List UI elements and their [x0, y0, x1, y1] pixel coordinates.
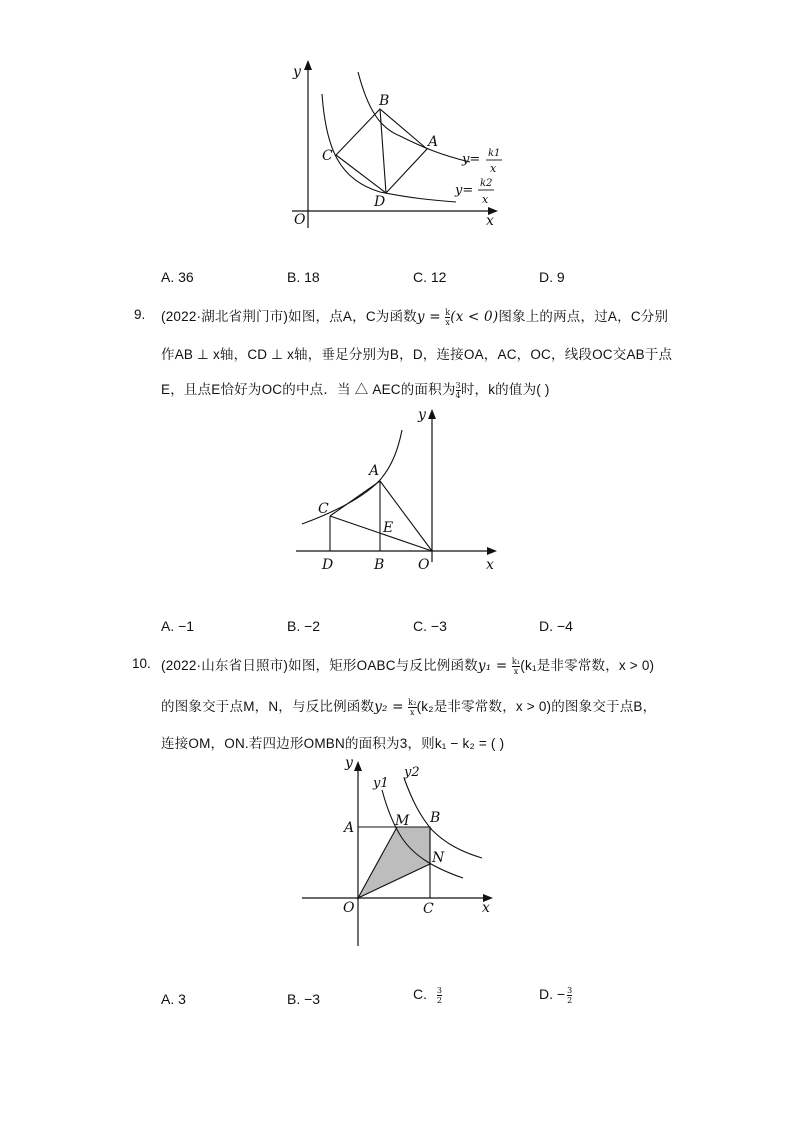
q10-line2-frac-num: k₂ [408, 697, 417, 707]
q10-line1 [161, 654, 654, 676]
q9-curve [302, 430, 402, 524]
q9-label-c: C [318, 501, 329, 517]
q9-line3-frac-den: 4 [455, 390, 461, 400]
q10-label-a: A [344, 820, 355, 836]
q10-line1-prefix: (2022·山东省日照市)如图，矩形OABC与反比例函数 [161, 658, 478, 673]
q8-quad [336, 109, 427, 193]
q10-label-x: x [482, 900, 490, 916]
q9-option-b[interactable]: B. −2 [287, 618, 321, 634]
q8-option-c[interactable]: C. 12 [413, 269, 447, 285]
q9-option-a[interactable]: A. −1 [161, 618, 195, 634]
q10-option-d-frac [567, 986, 572, 1005]
q10-number: 10. [132, 656, 151, 671]
q10-y-arrow [354, 761, 362, 771]
q8-label-d: D [374, 194, 386, 210]
q10-option-c-den: 2 [436, 996, 442, 1005]
q10-line1-func: y₁ = [477, 658, 512, 674]
q9-line1-suffix: 图象上的两点，过A，C分别 [498, 309, 669, 324]
q9-figure [0, 400, 794, 590]
q8-option-a[interactable]: A. 36 [161, 269, 194, 285]
q10-option-c-num: 3 [436, 986, 442, 995]
q9-line1-mid: A，C为函数 [342, 309, 417, 324]
q8-label-o: O [294, 212, 306, 228]
q9-line1-cond: (x < 0) [450, 309, 499, 325]
q9-line1-func: y = [416, 309, 446, 325]
q10-line2-prefix: 的图象交于点M，N，与反比例函数 [161, 699, 375, 714]
q10-label-m: M [395, 813, 410, 829]
q10-option-d-den: 2 [567, 996, 573, 1005]
q10-option-c[interactable] [413, 986, 442, 1005]
q9-line3-prefix: E，且点E恰好为OC的中点．当 △ AEC的面积为 [161, 382, 456, 397]
q8-curve2-lhs: y= [455, 183, 474, 198]
q10-option-c-prefix: C. [413, 986, 427, 1003]
q10-option-b[interactable]: B. −3 [287, 991, 321, 1007]
q9-seg-co [330, 516, 432, 551]
q10-figure [0, 752, 794, 952]
q9-line3-suffix: 时，k的值为( ) [460, 382, 550, 397]
q10-label-n: N [432, 850, 445, 866]
q10-label-y2: y2 [404, 765, 420, 780]
q9-line2: 作AB ⊥ x轴，CD ⊥ x轴，垂足分别为B，D，连接OA，AC，OC，线段OC交AB于点 [161, 347, 673, 362]
q9-line1-frac-num: k [445, 307, 451, 317]
q8-curve-k1 [358, 72, 470, 162]
q9-line3 [161, 378, 550, 400]
q8-label-x: x [486, 213, 494, 229]
q10-option-d-num: 3 [567, 986, 573, 995]
q10-line3: 连接OM，ON.若四边形OMBN的面积为3，则k₁ − k₂ = ( ) [161, 736, 505, 751]
q8-curve2-num: k2 [480, 178, 493, 189]
q9-number: 9. [134, 307, 146, 322]
q10-line2-frac-den: x [410, 707, 415, 717]
q10-line1-frac-num: k₁ [511, 656, 521, 666]
q10-line2-suffix: (k₂是非零常数，x > 0)的图象交于点B， [416, 699, 657, 714]
q10-label-y: y [345, 755, 353, 771]
q8-label-b: B [379, 93, 390, 109]
q10-line2-frac [408, 698, 416, 717]
q8-y-arrow [304, 60, 312, 70]
q8-figure [0, 50, 794, 290]
q8-curve1-num: k1 [488, 148, 501, 159]
q10-label-o: O [343, 900, 355, 916]
q9-line1-frac-den: x [445, 317, 451, 327]
q9-label-e: E [383, 520, 394, 536]
q9-option-d[interactable]: D. −4 [539, 618, 573, 634]
q9-label-d: D [322, 557, 334, 573]
q10-line2 [161, 695, 656, 717]
q10-line2-func: y₂ = [374, 699, 409, 715]
q10-label-c: C [423, 901, 434, 917]
q9-label-o: O [418, 557, 430, 573]
q10-line1-frac-den: x [513, 666, 519, 676]
q8-curve1-den: x [490, 162, 497, 175]
q10-option-d-prefix: D. − [539, 986, 566, 1003]
q10-option-a[interactable]: A. 3 [161, 991, 186, 1007]
q10-option-d[interactable] [539, 986, 572, 1005]
q8-option-d[interactable]: D. 9 [539, 269, 565, 285]
q9-line1-prefix: (2022·湖北省荆门市)如图，点 [161, 309, 343, 324]
q9-label-y: y [418, 407, 426, 423]
q10-option-c-frac [437, 986, 442, 1005]
q9-label-x: x [486, 557, 494, 573]
q9-option-c[interactable]: C. −3 [413, 618, 447, 634]
q10-shaded-ombn [358, 827, 430, 898]
q8-curve2-den: x [482, 193, 489, 206]
q9-seg-ao [380, 481, 432, 551]
q10-label-b: B [430, 810, 441, 826]
q9-line1 [161, 305, 668, 327]
q9-line3-frac-num: 3 [455, 380, 461, 390]
q9-x-arrow [487, 547, 497, 555]
q9-label-b: B [374, 557, 385, 573]
q8-diagonal-bd [380, 109, 386, 193]
q10-label-y1: y1 [373, 776, 389, 791]
q8-option-b[interactable]: B. 18 [287, 269, 320, 285]
q9-label-a: A [369, 463, 380, 479]
q9-y-arrow [428, 409, 436, 419]
q8-label-y: y [293, 64, 301, 80]
q8-label-c: C [322, 148, 333, 164]
q10-line1-suffix: (k₁是非零常数，x > 0) [520, 658, 655, 673]
q9-seg-ca [330, 481, 380, 516]
q8-label-a: A [428, 134, 439, 150]
q8-curve1-lhs: y= [462, 152, 481, 167]
